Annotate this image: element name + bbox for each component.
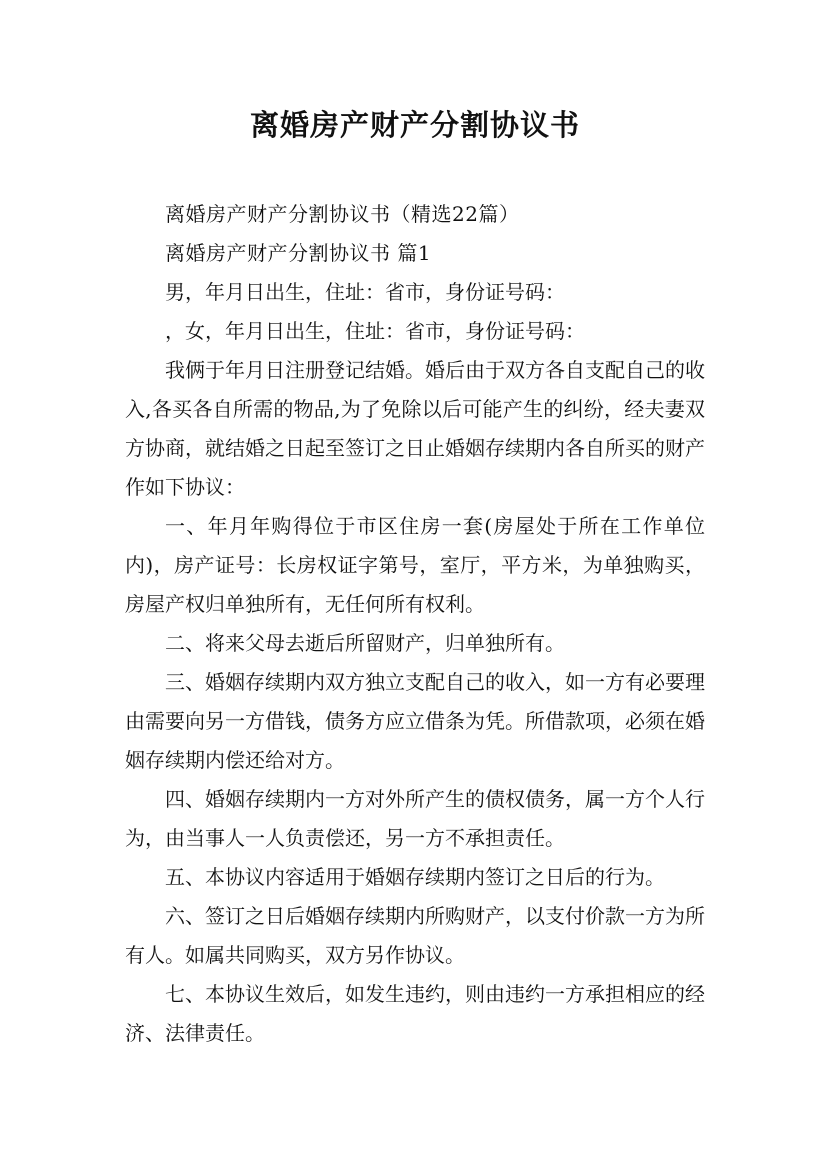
clause-1: 一、年月年购得位于市区住房一套(房屋处于所在工作单位内)，房产证号：长房权证字第号，室厅，平方米，为单独购买，房屋产权归单独所有，无任何所有权利。 (125, 514, 705, 616)
clause-4: 四、婚姻存续期内一方对外所产生的债权债务，属一方个人行为，由当事人一人负责偿还，另一方不承担责任。 (125, 787, 705, 850)
section-heading: 离婚房产财产分割协议书 篇1 (165, 241, 432, 265)
document-body (125, 195, 705, 1053)
preamble-paragraph: 我俩于年月日注册登记结婚。婚后由于双方各自支配自己的收入,各买各自所需的物品,为了免除以后可能产生的纠纷，经夫妻双方协商，就结婚之日起至签订之日止婚姻存续期内各自所买的财产作如下协议： (125, 358, 705, 499)
clause-5: 五、本协议内容适用于婚姻存续期内签订之日后的行为。 (165, 865, 665, 889)
document-title: 离婚房产财产分割协议书 (249, 108, 580, 142)
clause-2: 二、将来父母去逝后所留财产，归单独所有。 (165, 631, 565, 655)
party-male-line: 男，年月日出生，住址：省市，身份证号码： (165, 280, 565, 304)
clause-6: 六、签订之日后婚姻存续期内所购财产，以支付价款一方为所有人。如属共同购买，双方另作协议。 (125, 904, 705, 967)
clause-7: 七、本协议生效后，如发生违约，则由违约一方承担相应的经济、法律责任。 (125, 982, 705, 1045)
clause-3: 三、婚姻存续期内双方独立支配自己的收入，如一方有必要理由需要向另一方借钱，债务方应立借条为凭。所借款项，必须在婚姻存续期内偿还给对方。 (125, 670, 705, 772)
party-female-line: ，女，年月日出生，住址：省市，身份证号码： (165, 319, 585, 343)
document-subtitle: 离婚房产财产分割协议书（精选22篇） (165, 202, 520, 226)
